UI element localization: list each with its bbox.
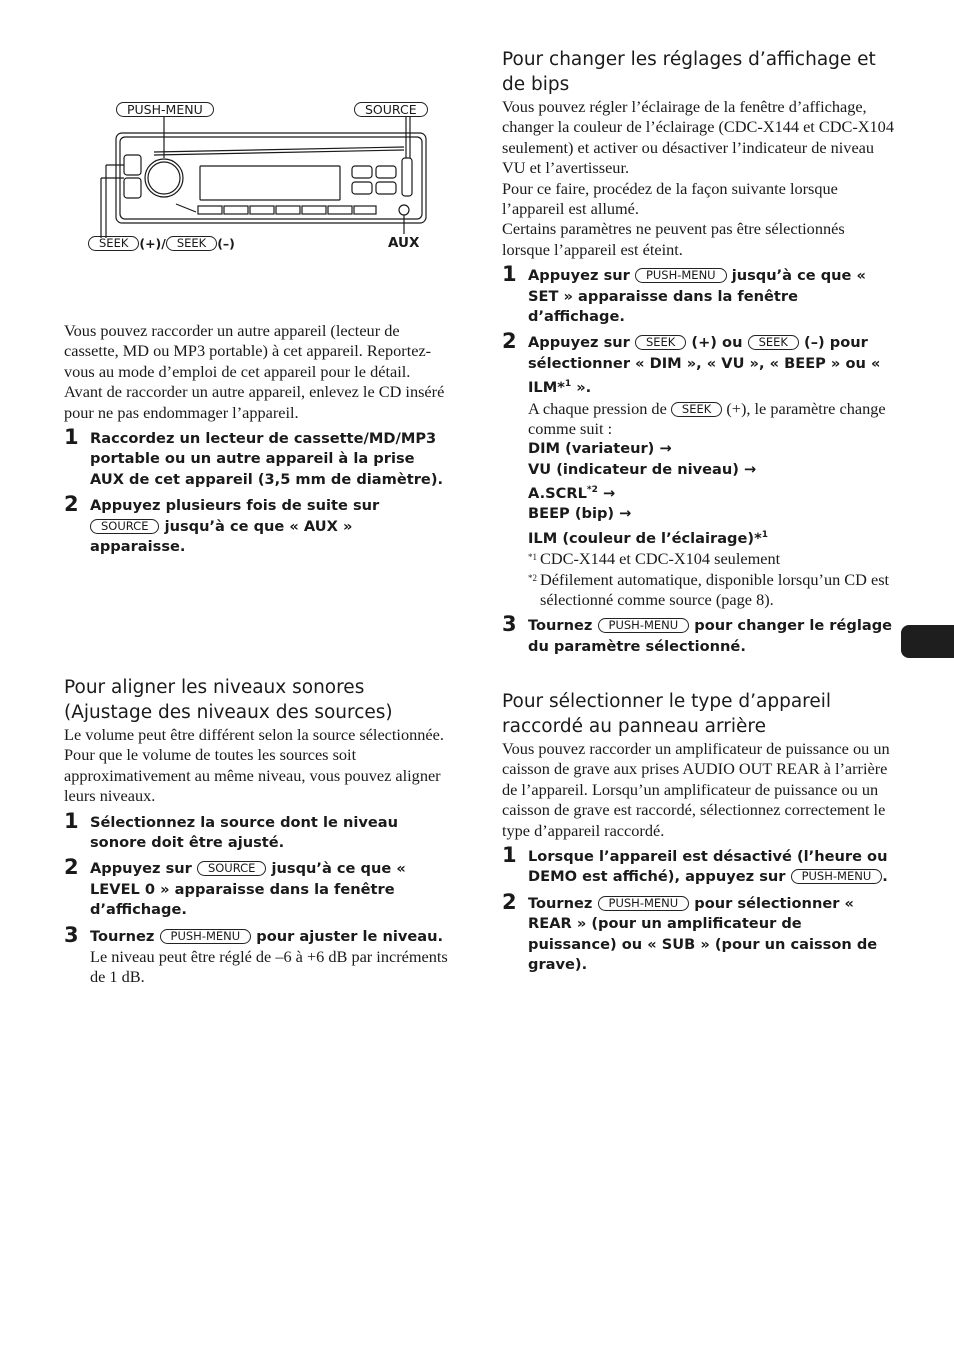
display-step-3 — [502, 612, 894, 657]
level-step-2 — [64, 855, 450, 920]
step-number: 3 — [502, 612, 517, 637]
step-note — [528, 399, 894, 440]
step-number: 1 — [502, 843, 517, 868]
level-step-3 — [64, 922, 450, 988]
seek-key: SEEK — [671, 402, 722, 417]
step-text: Sélectionnez la source dont le niveau sonore doit être ajusté. — [90, 813, 399, 852]
step-number: 2 — [502, 889, 517, 914]
footnote-2: *2 Défilement automatique, disponible lorsqu’un CD est sélectionné comme source (page 8). — [528, 569, 890, 609]
step-text: Appuyez sur — [528, 334, 630, 352]
rear-step-1 — [502, 843, 894, 888]
display-step-1 — [502, 262, 894, 327]
step-text: Appuyez sur — [528, 267, 630, 285]
sequence-item-beep: BEEP (bip) → — [528, 505, 632, 523]
step-text: Tournez — [528, 894, 593, 912]
display-section-title: Pour changer les réglages d’affichage et de bips — [502, 49, 876, 95]
step-number: 1 — [502, 262, 517, 287]
step-number: 1 — [64, 808, 79, 833]
step-number: 3 — [64, 922, 79, 947]
step-text: jusqu’à ce que « SET » apparaisse dans la fenêtre d’affichage. — [528, 267, 866, 326]
step-text: . — [882, 868, 888, 886]
seek-callout — [88, 235, 235, 253]
step-note: Le niveau peut être réglé de –6 à +6 dB par incréments de 1 dB. — [90, 947, 448, 987]
rear-section-title: Pour sélectionner le type d’appareil raccordé au panneau arrière — [502, 691, 832, 737]
step-text: pour changer le réglage du paramètre sélectionné. — [528, 617, 893, 655]
footnote-1: *1 CDC-X144 et CDC-X104 seulement — [528, 549, 781, 569]
push-menu-callout: PUSH-MENU — [116, 102, 214, 117]
display-intro-1: Vous pouvez régler l’éclairage de la fenêtre d’affichage, changer la couleur de l’éclairage (CDC-X144 et CDC-X104 seulement) et activer ou désactiver l’indicateur de niveau VU et l’avertisseur. — [502, 97, 894, 178]
aux-step-2 — [64, 492, 450, 557]
step-text: Tournez — [90, 927, 155, 945]
seek-key: SEEK — [635, 335, 686, 350]
rear-section — [502, 690, 894, 975]
aux-callout: AUX — [388, 235, 420, 251]
sequence-item-vu: VU (indicateur de niveau) → — [528, 460, 757, 478]
rear-step-2 — [502, 889, 894, 976]
step-text: Appuyez sur — [90, 860, 192, 878]
head-unit-diagram — [84, 100, 444, 260]
push-menu-key: PUSH-MENU — [598, 618, 690, 633]
sequence-item-dim: DIM (variateur) → — [528, 440, 672, 458]
level-step-1 — [64, 808, 450, 854]
step-number: 2 — [502, 329, 517, 354]
step-number: 2 — [64, 855, 79, 880]
aux-section — [64, 321, 450, 557]
step-text: jusqu’à ce que « LEVEL 0 » apparaisse dans la fenêtre d’affichage. — [90, 860, 406, 919]
note-text: (+), le paramètre change comme suit : — [528, 398, 886, 438]
step-number: 2 — [64, 492, 79, 517]
aux-intro-1: Vous pouvez raccorder un autre appareil (lecteur de cassette, MD ou MP3 portable) à cet appareil. Reportez-vous au mode d’emploi de cet appareil pour le détail. — [64, 321, 432, 381]
sequence-item-ascrl: A.SCRL$^{*2}$ → — [528, 485, 616, 503]
push-menu-key: PUSH-MENU — [635, 268, 727, 283]
display-intro-2: Pour ce faire, procédez de la façon suivante lorsque l’appareil est allumé. — [502, 178, 838, 219]
step-text: Raccordez un lecteur de cassette/MD/MP3 portable ou un autre appareil à la prise AUX de cet appareil (3,5 mm de diamètre). — [90, 430, 444, 488]
display-intro-3: Certains paramètres ne peuvent pas être sélectionnés lorsque l’appareil est éteint. — [502, 219, 845, 259]
source-callout: SOURCE — [354, 102, 428, 117]
level-intro: Le volume peut être différent selon la source sélectionnée. Pour que le volume de toutes les sources soit approximativement au même niveau, vous pouvez aligner leurs niveaux. — [64, 725, 444, 806]
display-section — [502, 48, 894, 657]
step-text: ». — [571, 379, 592, 397]
source-key: SOURCE — [197, 861, 266, 876]
step-text: (+) ou — [691, 334, 743, 352]
push-menu-key: PUSH-MENU — [791, 869, 883, 884]
step-number: 1 — [64, 425, 79, 450]
push-menu-key: PUSH-MENU — [598, 896, 690, 911]
source-key: SOURCE — [90, 519, 159, 534]
level-section — [64, 676, 450, 988]
note-text: A chaque pression de — [528, 398, 667, 418]
section-tab — [901, 625, 954, 658]
step-text: pour sélectionner « REAR » (pour un amplificateur de puissance) ou « SUB » (pour un caisson de grave). — [528, 894, 878, 974]
footnote-mark: 1 — [564, 379, 572, 390]
rear-intro: Vous pouvez raccorder un amplificateur de puissance ou un caisson de grave aux prises AUDIO OUT REAR à l’arrière de l’appareil. Lorsqu’un amplificateur de puissance ou un caisson de grave est raccordé, sélectionnez correctement le type d’appareil raccordé. — [502, 739, 890, 840]
step-text: Tournez — [528, 617, 593, 635]
seek-minus-text: (–) — [217, 236, 235, 251]
seek-plus-text: (+)/ — [139, 236, 166, 251]
seek-plus-key: SEEK — [88, 236, 139, 251]
aux-intro-2: Avant de raccorder un autre appareil, enlevez le CD inséré pour ne pas endommager l’appareil. — [64, 382, 445, 422]
step-text: (–) pour sélectionner « DIM », « VU », « BEEP » ou « ILM* — [528, 334, 881, 397]
level-section-title: Pour aligner les niveaux sonores (Ajustage des niveaux des sources) — [64, 677, 393, 723]
push-menu-key: PUSH-MENU — [160, 929, 252, 944]
sequence-item-ilm: ILM (couleur de l’éclairage)*$^1$ — [528, 529, 768, 547]
step-text: jusqu’à ce que « AUX » apparaisse. — [90, 517, 353, 556]
aux-step-1 — [64, 425, 450, 490]
step-text: pour ajuster le niveau. — [256, 927, 444, 945]
seek-minus-key: SEEK — [166, 236, 217, 251]
seek-key: SEEK — [748, 335, 799, 350]
display-step-2 — [502, 329, 894, 610]
step-text: Lorsque l’appareil est désactivé (l’heure ou DEMO est affiché), appuyez sur — [528, 848, 888, 886]
step-text: Appuyez plusieurs fois de suite sur — [90, 497, 380, 515]
